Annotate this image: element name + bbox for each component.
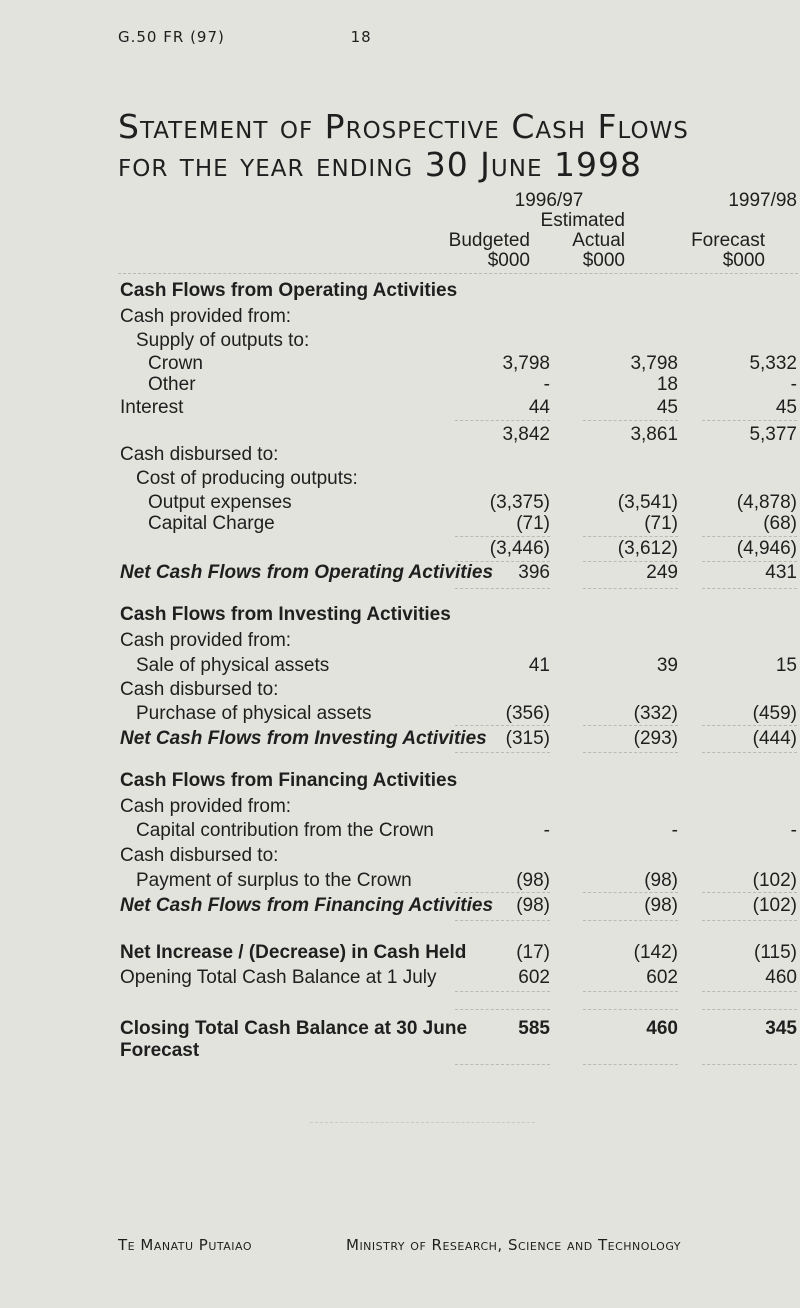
value-actual: 3,798	[630, 353, 678, 374]
value-budgeted: 41	[528, 655, 550, 676]
value-forecast: 5,377	[749, 424, 797, 445]
row-label: Closing Total Cash Balance at 30 June	[120, 1018, 468, 1039]
table-row	[0, 306, 800, 332]
subtotal-rule	[455, 892, 550, 893]
section-heading: Cash Flows from Investing Activities	[120, 604, 451, 625]
row-label: Other	[148, 374, 196, 395]
row-label: Net Cash Flows from Investing Activities	[120, 728, 487, 749]
faint-rule	[310, 1122, 535, 1123]
value-forecast: (115)	[754, 942, 797, 963]
unit-header-budgeted: $000	[487, 250, 530, 271]
total-rule	[455, 1064, 550, 1065]
value-budgeted: (356)	[505, 703, 550, 724]
value-budgeted: 3,798	[502, 353, 550, 374]
subtotal-rule	[455, 420, 550, 421]
value-forecast: -	[790, 820, 797, 841]
value-forecast: 431	[765, 562, 797, 583]
table-row	[0, 796, 800, 822]
value-budgeted: 3,842	[502, 424, 550, 445]
value-budgeted: (98)	[516, 895, 550, 916]
value-budgeted: (315)	[505, 728, 550, 749]
unit-header-actual: $000	[582, 250, 625, 271]
value-actual: (142)	[633, 942, 678, 963]
value-budgeted: 44	[528, 397, 550, 418]
value-actual: 3,861	[630, 424, 678, 445]
row-label: Interest	[120, 397, 184, 418]
table-row	[0, 444, 800, 470]
table-row	[0, 655, 800, 681]
value-budgeted: -	[543, 374, 550, 395]
value-budgeted: 585	[518, 1018, 550, 1039]
financing-heading-row	[0, 770, 800, 796]
value-budgeted: (3,446)	[489, 538, 550, 559]
document-code: G.50 FR (97)	[118, 28, 225, 46]
subtotal-row	[0, 538, 800, 564]
statement-title	[118, 108, 778, 184]
value-forecast: (459)	[752, 703, 797, 724]
value-forecast: (444)	[752, 728, 797, 749]
period-1997-header: 1997/98	[728, 190, 797, 211]
total-rule	[702, 1064, 797, 1065]
table-row	[0, 845, 800, 871]
subtotal-rule	[455, 725, 550, 726]
subtotal-rule	[583, 420, 678, 421]
value-budgeted: (71)	[516, 513, 550, 534]
row-label: Cash provided from:	[120, 306, 292, 327]
forecast-header: Forecast	[691, 230, 765, 251]
value-actual: (293)	[633, 728, 678, 749]
row-label: Output expenses	[148, 492, 292, 513]
total-rule	[702, 752, 797, 753]
total-rule	[583, 588, 678, 589]
value-forecast: 15	[775, 655, 797, 676]
table-row	[0, 513, 800, 539]
value-forecast: 5,332	[749, 353, 797, 374]
table-row	[0, 468, 800, 494]
value-actual: (3,612)	[617, 538, 678, 559]
value-forecast: (4,878)	[736, 492, 797, 513]
row-label: Capital contribution from the Crown	[136, 820, 434, 841]
net-total-row	[0, 728, 800, 754]
actual-header: Actual	[572, 230, 625, 251]
value-actual: 39	[656, 655, 678, 676]
opening-balance-row	[0, 967, 800, 993]
value-actual: (71)	[644, 513, 678, 534]
subtotal-rule	[702, 536, 797, 537]
page-number: 18	[350, 28, 372, 46]
operating-heading-row	[0, 280, 800, 306]
footer-left: Te Manatu Putaiao	[118, 1236, 253, 1254]
row-label: Cash provided from:	[120, 630, 292, 651]
row-label: Supply of outputs to:	[136, 330, 310, 351]
value-budgeted: 602	[518, 967, 550, 988]
value-actual: -	[671, 820, 678, 841]
subtotal-rule	[455, 536, 550, 537]
table-row	[0, 703, 800, 729]
subtotal-rule	[455, 991, 550, 992]
value-forecast: 345	[765, 1018, 797, 1039]
subtotal-rule	[702, 1009, 797, 1010]
row-label: Forecast	[120, 1040, 200, 1061]
value-forecast: 45	[775, 397, 797, 418]
estimated-header: Estimated	[540, 210, 625, 231]
net-total-row	[0, 895, 800, 921]
row-label: Net Cash Flows from Operating Activities	[120, 562, 494, 583]
value-budgeted: 396	[518, 562, 550, 583]
table-row	[0, 397, 800, 423]
value-actual: (3,541)	[617, 492, 678, 513]
total-rule	[702, 588, 797, 589]
row-label: Payment of surplus to the Crown	[136, 870, 412, 891]
row-label: Cash disbursed to:	[120, 444, 279, 465]
row-label: Opening Total Cash Balance at 1 July	[120, 967, 437, 988]
subtotal-rule	[583, 1009, 678, 1010]
value-actual: 18	[656, 374, 678, 395]
section-heading: Cash Flows from Operating Activities	[120, 280, 458, 301]
page-header	[118, 28, 372, 46]
table-row	[0, 820, 800, 846]
unit-header-forecast: $000	[722, 250, 765, 271]
footer-right: Ministry of Research, Science and Technology	[346, 1236, 682, 1254]
row-label: Cost of producing outputs:	[136, 468, 358, 489]
value-actual: (332)	[633, 703, 678, 724]
row-label: Cash disbursed to:	[120, 679, 279, 700]
row-label: Sale of physical assets	[136, 655, 330, 676]
value-actual: 249	[646, 562, 678, 583]
total-rule	[583, 1064, 678, 1065]
total-rule	[583, 752, 678, 753]
investing-heading-row	[0, 604, 800, 630]
title-line-2: for the year ending 30 June 1998	[118, 145, 642, 184]
value-budgeted: (3,375)	[489, 492, 550, 513]
value-forecast: (102)	[752, 895, 797, 916]
row-label: Purchase of physical assets	[136, 703, 372, 724]
total-rule	[583, 920, 678, 921]
header-rule	[118, 273, 798, 274]
value-forecast: (4,946)	[736, 538, 797, 559]
row-label: Crown	[148, 353, 203, 374]
row-label: Net Increase / (Decrease) in Cash Held	[120, 942, 467, 963]
subtotal-rule	[583, 892, 678, 893]
total-rule	[455, 920, 550, 921]
subtotal-rule	[583, 725, 678, 726]
subtotal-rule	[702, 420, 797, 421]
subtotal-rule	[702, 892, 797, 893]
value-forecast: -	[790, 374, 797, 395]
subtotal-rule	[702, 725, 797, 726]
total-rule	[455, 752, 550, 753]
subtotal-rule	[583, 536, 678, 537]
section-heading: Cash Flows from Financing Activities	[120, 770, 458, 791]
table-row	[0, 679, 800, 705]
row-label: Cash disbursed to:	[120, 845, 279, 866]
net-change-row	[0, 942, 800, 968]
value-budgeted: (98)	[516, 870, 550, 891]
net-total-row	[0, 562, 800, 588]
row-label: Cash provided from:	[120, 796, 292, 817]
value-actual: 602	[646, 967, 678, 988]
value-actual: (98)	[644, 895, 678, 916]
title-line-1: Statement of Prospective Cash Flows	[118, 107, 689, 146]
total-rule	[455, 588, 550, 589]
budgeted-header: Budgeted	[448, 230, 530, 251]
value-forecast: (102)	[752, 870, 797, 891]
row-label: Net Cash Flows from Financing Activities	[120, 895, 494, 916]
subtotal-rule	[583, 991, 678, 992]
value-actual: 45	[656, 397, 678, 418]
value-actual: (98)	[644, 870, 678, 891]
value-actual: 460	[646, 1018, 678, 1039]
subtotal-rule	[455, 1009, 550, 1010]
closing-balance-row-line2	[0, 1040, 800, 1066]
value-budgeted: (17)	[516, 942, 550, 963]
table-row	[0, 630, 800, 656]
row-label: Capital Charge	[148, 513, 275, 534]
value-forecast: 460	[765, 967, 797, 988]
table-row	[0, 870, 800, 896]
value-budgeted: -	[543, 820, 550, 841]
total-rule	[702, 920, 797, 921]
subtotal-rule	[702, 991, 797, 992]
value-forecast: (68)	[763, 513, 797, 534]
period-1996-header: 1996/97	[514, 190, 584, 211]
